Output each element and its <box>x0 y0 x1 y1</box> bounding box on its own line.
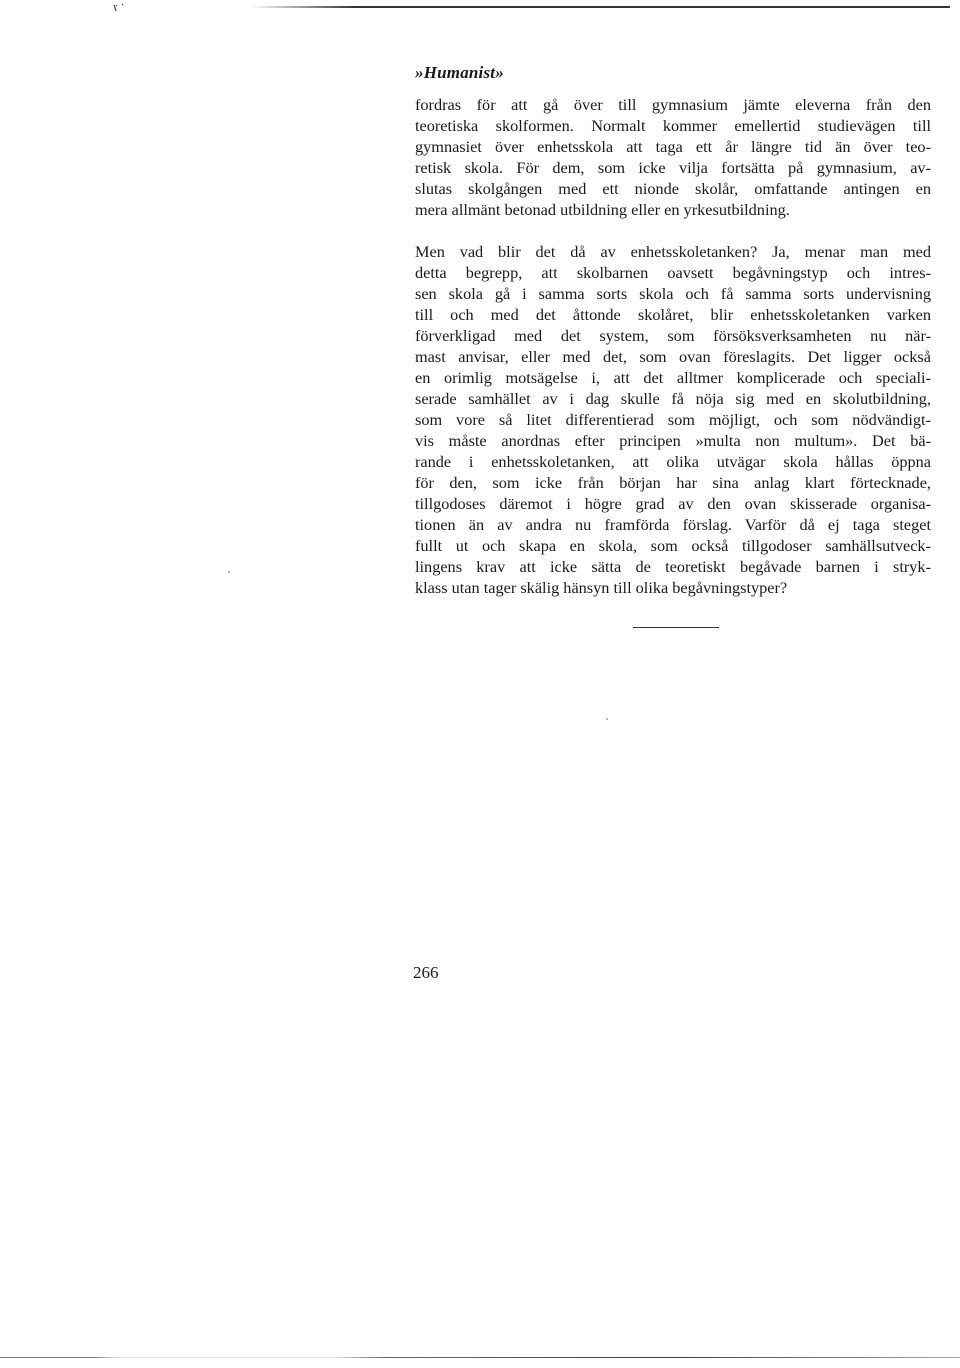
text-line: klass utan tager skälig hänsyn till olika begåvningstyper? <box>415 578 788 597</box>
text-line: fordras för att gå över till gymnasium jämte eleverna från den <box>415 95 931 114</box>
text-line: teoretiska skolformen. Normalt kommer emellertid studievägen till <box>415 116 931 135</box>
scan-speck <box>606 718 608 720</box>
text-line: sen skola gå i samma sorts skola och få samma sorts undervisning <box>415 284 931 303</box>
text-line: slutas skolgången med ett nionde skolår, omfattande antingen en <box>415 179 931 198</box>
scan-bottom-edge-rule <box>0 1357 960 1358</box>
scan-speck <box>228 571 230 573</box>
text-line: serade samhället av i dag skulle få nöja sig med en skolutbildning, <box>415 389 931 408</box>
scan-top-edge-rule <box>250 6 950 8</box>
text-line: tillgodoses däremot i högre grad av den ovan skisserade organisa- <box>415 494 931 513</box>
text-line: mast anvisar, eller med det, som ovan föreslagits. Det ligger också <box>415 347 931 366</box>
section-separator-rule <box>633 627 719 628</box>
text-line: retisk skola. För dem, som icke vilja fortsätta på gymnasium, av- <box>415 158 931 177</box>
text-line: Men vad blir det då av enhetsskoletanken? Ja, menar man med <box>415 242 931 261</box>
text-line: tionen än av andra nu framförda förslag. Varför då ej taga steget <box>415 515 931 534</box>
text-line: för den, som icke från början har sina anlag klart förtecknade, <box>415 473 931 492</box>
text-line: rande i enhetsskoletanken, att olika utvägar skola hållas öppna <box>415 452 931 471</box>
text-line: detta begrepp, att skolbarnen oavsett begåvningstyp och intres- <box>415 263 931 282</box>
text-line: förverkligad med det system, som försöksverksamheten nu när- <box>415 326 931 345</box>
text-line: fullt ut och skapa en skola, som också tillgodoser samhällsutveck- <box>415 536 931 555</box>
paragraph-1 <box>415 94 931 220</box>
scan-speck-mark <box>110 2 130 16</box>
text-line: en orimlig motsägelse i, att det alltmer komplicerade och speciali- <box>415 368 931 387</box>
paragraph-2 <box>415 241 931 598</box>
text-line: till och med det åttonde skolåret, blir enhetsskoletanken varken <box>415 305 931 324</box>
text-line: lingens krav att icke sätta de teoretiskt begåvade barnen i stryk- <box>415 557 931 576</box>
text-line: vis måste anordnas efter principen »multa non multum». Det bä- <box>415 431 931 450</box>
text-line: som vore så litet differentierad som möjligt, och som nödvändigt- <box>415 410 931 429</box>
text-line: gymnasiet över enhetsskola att taga ett år längre tid än över teo- <box>415 137 931 156</box>
page-number: 266 <box>413 963 439 982</box>
running-head: »Humanist» <box>415 63 504 82</box>
text-line: mera allmänt betonad utbildning eller en yrkesutbildning. <box>415 200 790 219</box>
